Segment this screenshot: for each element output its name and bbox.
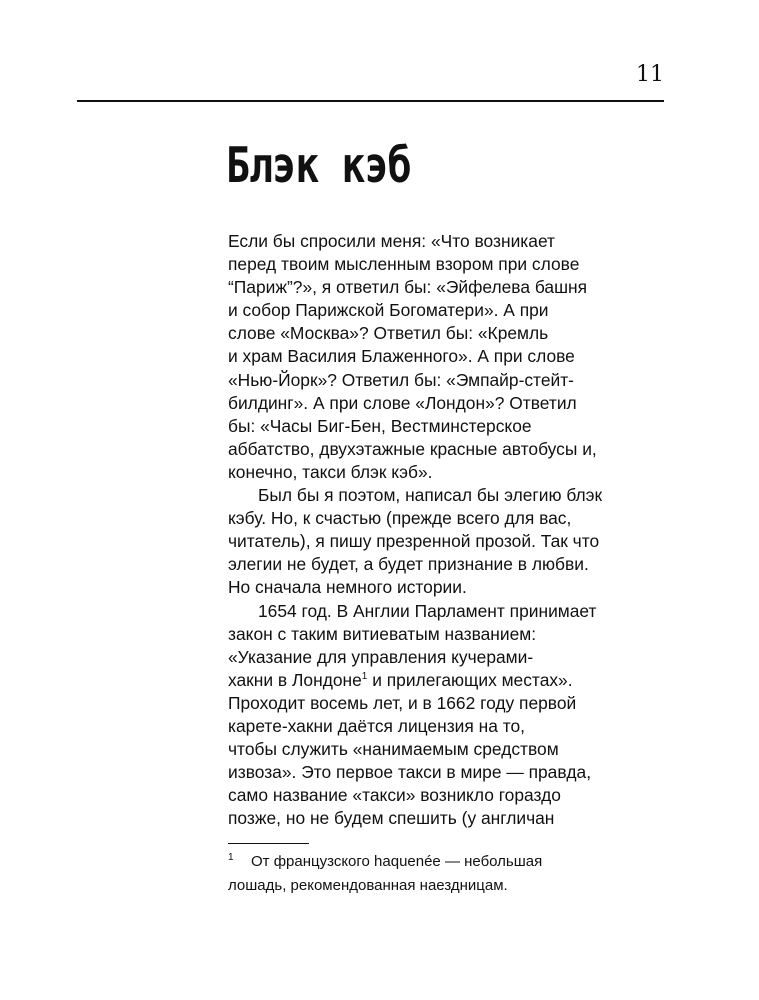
text-line: карете-хакни даётся лицензия на то, bbox=[228, 715, 526, 736]
text-line: аббатство, двухэтажные красные автобусы и, bbox=[228, 438, 597, 459]
text-line: позже, но не будем спешить (у англичан bbox=[228, 808, 555, 829]
text-line: Если бы спросили меня: «Что возникает bbox=[228, 231, 556, 251]
text-line-with-footnote bbox=[228, 669, 628, 692]
footnote-reference[interactable]: 1 bbox=[361, 670, 368, 682]
page-number: 11 bbox=[636, 62, 664, 87]
footnote-line: лошадь, рекомендованная наездницам. bbox=[228, 876, 508, 894]
text-line: “Париж”?», я ответил бы: «Эйфелева башня bbox=[228, 277, 588, 298]
text-segment: хакни в Лондоне bbox=[228, 669, 362, 690]
footnote-number: 1 bbox=[228, 852, 234, 863]
chapter-title: Блэк кэб bbox=[226, 138, 411, 195]
text-line: закон с таким витиеватым названием: bbox=[228, 623, 537, 644]
text-line: бы: «Часы Биг-Бен, Вестминстерское bbox=[228, 415, 532, 436]
text-line: слове «Москва»? Ответил бы: «Кремль bbox=[228, 323, 549, 344]
text-line: 1654 год. В Англии Парламент принимает bbox=[258, 600, 597, 621]
text-line: чтобы служить «нанимаемым средством bbox=[228, 739, 559, 760]
body-text bbox=[228, 230, 628, 830]
text-line: Был бы я поэтом, написал бы элегию блэк bbox=[258, 485, 603, 506]
footnote-line: От французского haquenée — небольшая bbox=[251, 853, 543, 870]
text-line: кэбу. Но, к счастью (прежде всего для вас, bbox=[228, 508, 572, 529]
text-line: читатель), я пишу презренной прозой. Так что bbox=[228, 531, 600, 552]
text-line: элегии не будет, а будет признание в любви. bbox=[228, 554, 589, 575]
text-line: перед твоим мысленным взором при слове bbox=[228, 254, 580, 275]
text-line: Проходит восемь лет, и в 1662 году первой bbox=[228, 692, 577, 713]
header-rule bbox=[77, 100, 664, 102]
text-line: «Указание для управления кучерами- bbox=[228, 646, 534, 667]
text-line: и храм Василия Блаженного». А при слове bbox=[228, 346, 575, 367]
text-line: «Нью-Йорк»? Ответил бы: «Эмпайр-стейт- bbox=[228, 369, 574, 390]
footnote bbox=[228, 850, 628, 897]
text-line: билдинг». А при слове «Лондон»? Ответил bbox=[228, 392, 577, 413]
footnote-rule bbox=[228, 843, 309, 844]
text-line: конечно, такси блэк кэб». bbox=[228, 461, 433, 482]
text-line: Но сначала немного истории. bbox=[228, 577, 467, 598]
text-segment: и прилегающих местах». bbox=[372, 669, 573, 690]
text-line: извоза». Это первое такси в мире — правда, bbox=[228, 762, 592, 783]
text-line: само название «такси» возникло гораздо bbox=[228, 785, 561, 806]
text-line: и собор Парижской Богоматери». А при bbox=[228, 300, 549, 321]
